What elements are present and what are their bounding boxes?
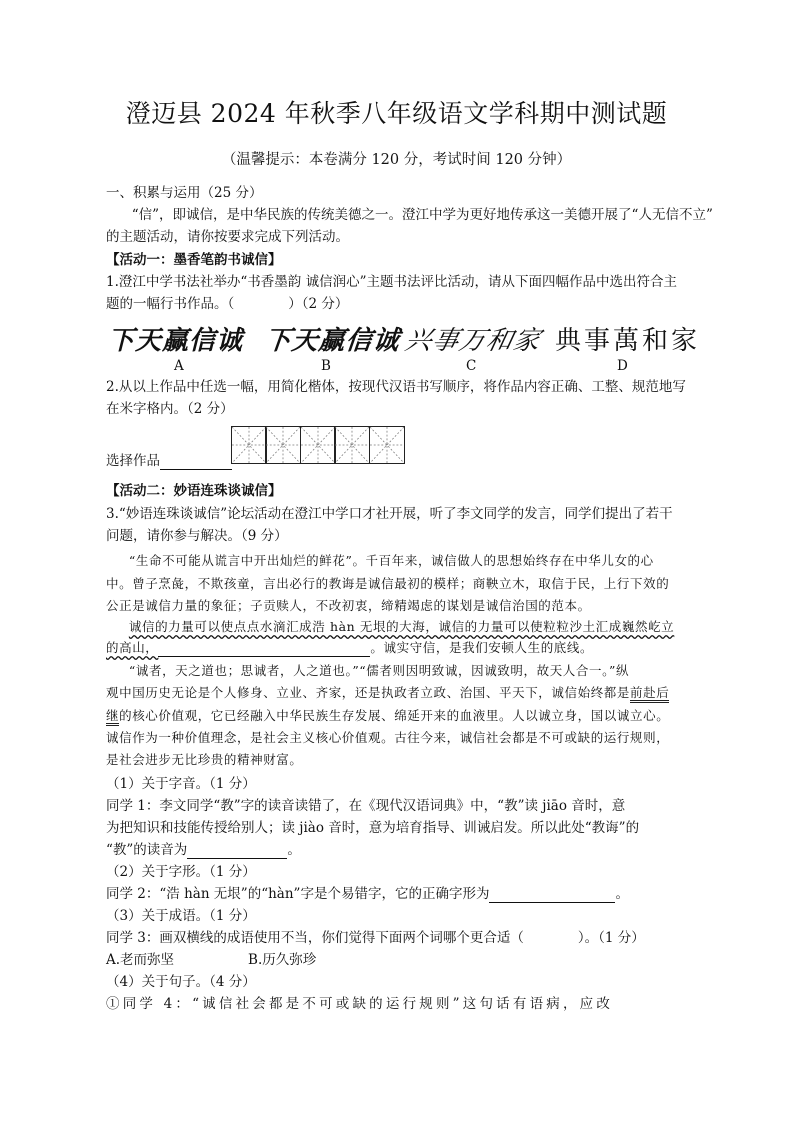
calligraphy-work-c: 兴事万和家 [402,326,544,356]
subquestion-heading: （2）关于字形。（1 分） [106,864,256,880]
speech-text: “诚者，天之道也；思诚者，人之道也。”“儒者则因明致诚，因诚致明，故天人合一。”纵 [128,663,630,678]
subquestion-heading: （3）关于成语。（1 分） [106,908,256,924]
question-2: 2.从以上作品中任选一幅，用简化楷体，按现代汉语书写顺序，将作品内容正确、工整、规范地写 [106,379,686,395]
option-letter-d: D [617,358,628,374]
intro-text-cont: 的主题活动，请你按要求完成下列活动。 [106,229,349,245]
subquestion-text: 同学 3：画双横线的成语使用不当，你们觉得下面两个词哪个更合适（ ）。（1 分） [106,930,645,946]
speech-line: 诚信作为一种价值理念，是社会主义核心价值观。古往今来，诚信社会都是不可或缺的运行规则， [106,730,670,745]
mizi-cell[interactable] [334,426,370,464]
calligraphy-work-a: 下天赢信诚 [108,326,244,356]
speech-text: “生命不可能从谎言中开出灿烂的鲜花”。千百年来，诚信做人的思想始终存在中华儿女的心 [128,553,654,568]
subquestion-text [106,841,711,859]
choose-work-label: 选择作品 [106,453,160,469]
speech-line [106,684,711,702]
options-row [106,951,711,969]
choose-work-blank[interactable] [160,455,232,470]
question-1-cont: 题的一幅行书作品。（ ）（2 分） [106,296,349,312]
option-letter-c: C [466,358,477,374]
double-underlined-idiom: 前赴后 [630,685,669,703]
speech-line [106,618,711,636]
speech-line [106,552,711,570]
subquestion-text: 同学 1：李文同学“教”字的读音读错了，在《现代汉语词典》中，“教”读 jiāo 音时，意 [106,798,626,814]
intro-text [106,206,711,224]
speech-text: 。诚实守信，是我们安顿人生的底线。 [370,640,594,655]
character-blank[interactable] [489,888,615,903]
option-letter-a: A [174,358,184,374]
mizi-grid [232,426,405,464]
speech-line: 是社会进步无比珍贵的精神财富。 [106,752,303,767]
speech-line: 公正是诚信力量的象征；子贡赎人，不改初衷，缔精竭虑的谋划是诚信治国的范本。 [106,598,591,613]
option-letter-b: B [321,358,331,374]
calligraphy-work-d: 典事萬和家 [555,326,701,356]
option-a: A.老而弥坚 [106,952,175,968]
mizi-cell[interactable] [300,426,336,464]
mizi-cell[interactable] [265,426,301,464]
fill-blank[interactable] [158,644,370,657]
mizi-cell[interactable] [231,426,267,464]
wavy-sentence-end: 的高山， [106,640,159,655]
pronunciation-blank[interactable] [187,844,287,859]
activity-heading: 【活动二：妙语连珠谈诚信】 [106,483,282,499]
choose-work-row [106,452,711,470]
subquestion-text-part: 。 [615,886,629,902]
question-3-cont: 问题，请你参与解决。（9 分） [106,528,288,544]
subquestion-heading: （4）关于句子。（4 分） [106,974,256,990]
wavy-sentence: 诚信的力量可以使点点水滴汇成浩 hàn 无垠的大海，诚信的力量可以使粒粒沙土汇成巍然屹立 [128,619,675,634]
speech-text: 观中国历史无论是个人修身、立业、齐家，还是执政者立政、治国、平天下，诚信始终都是 [106,685,631,700]
double-underlined-idiom-end: 继 [106,708,119,726]
exam-note: （温馨提示：本卷满分 120 分，考试时间 120 分钟） [221,152,572,168]
subquestion-text-part: 。 [287,842,301,858]
section-heading: 一、积累与运用（25 分） [106,185,263,201]
subquestion-text: 为把知识和技能传授给别人；读 jiào 音时，意为培育指导、训诫启发。所以此处“教诲”的 [106,820,640,836]
question-1: 1.澄江中学书法社举办“书香墨韵 诚信润心”主题书法评比活动，请从下面四幅作品中选出符合主 [106,274,677,290]
mizi-cell[interactable] [369,426,405,464]
question-3: 3.“妙语连珠谈诚信”论坛活动在澄江中学口才社开展，听了李文同学的发言，同学们提出了若干 [106,506,673,522]
option-b: B.历久弥珍 [248,952,317,968]
subquestion-text-part: “教”的读音为 [106,842,188,858]
question-2-cont: 在米字格内。（2 分） [106,401,234,417]
speech-line [106,662,711,680]
calligraphy-work-b: 下天赢信诚 [263,326,402,356]
subquestion-heading: （1）关于字音。（1 分） [106,776,256,792]
speech-line [106,707,711,725]
speech-line: 中。曾子烹彘，不欺孩童，言出必行的教诲是诚信最初的模样；商鞅立木，取信于民，上行下效的 [106,576,670,591]
subquestion-text: ①同学 4：“诚信社会都是不可或缺的运行规则”这句话有语病，应改 [106,996,614,1012]
activity-heading: 【活动一：墨香笔韵书诚信】 [106,252,282,268]
subquestion-text-part: 同学 2：“浩 hàn 无垠”的“hàn”字是个易错字，它的正确字形为 [106,886,490,902]
speech-text: 的核心价值观，它已经融入中华民族生存发展、绵延开来的血液里。人以诚立身，国以诚立心。 [119,708,670,723]
exam-title: 澄迈县 2024 年秋季八年级语文学科期中测试题 [125,99,668,128]
intro-line: “信”，即诚信，是中华民族的传统美德之一。澄江中学为更好地传承这一美德开展了“人无信不立” [131,207,713,223]
subquestion-text [106,885,711,903]
speech-line [106,639,711,657]
